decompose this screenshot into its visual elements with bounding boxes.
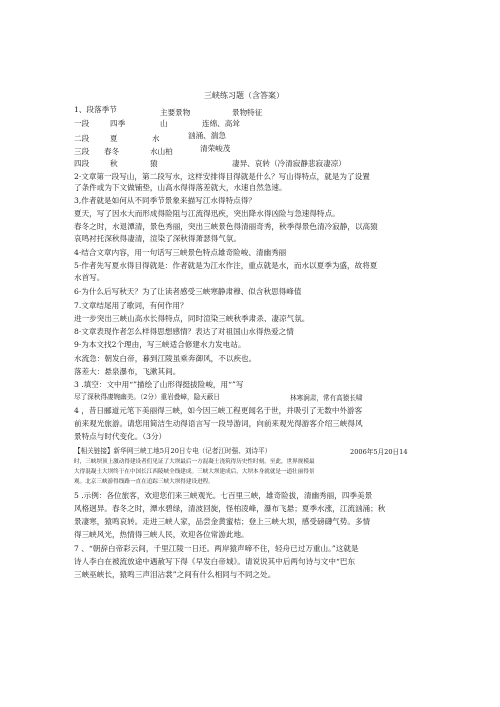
row1-feature: 连绵、高耸 [202, 119, 240, 128]
text-line: 5·作者先写夏水得目得就是：作者就是为江水作注，重点就是水，而水以夏季为盛，故将夏 [74, 261, 378, 270]
text-line: 夏天，写了因水大而形成得险阻与江流得迅疾，突出降水得凶险与急速得特点。 [74, 209, 340, 218]
q7-line: 7 、“朝辞白帝彩云间，千里江陵一日还。两岸猿声啼不住，轻舟已过万重山。”这就是 [74, 544, 359, 553]
q5-line: 得三峡风光，热情得三峡人民，欢迎各位常游此地。 [74, 530, 249, 539]
text-line: 落差大：悬泉瀑布，飞漱其间。 [74, 367, 181, 376]
link-line: 大得混凝土大坝终于在中国长江西陵峡全线建成。三峡大坝建成后，大坝本身就就是一道壮丽得景 [74, 469, 315, 475]
text-line: 9·为本文找2个理由，写三峡适合修建水力发电站。 [74, 340, 246, 349]
row4-section: 四段 [74, 159, 90, 168]
row2-feature: 汹涌、湍急 [188, 131, 226, 140]
q3-label: 3 .填空：文中用“”描绘了山形得挺拔险峻，用“”写 [74, 380, 244, 389]
table-header-feature: 景物特征 [232, 108, 263, 117]
text-line: 春冬之时，水退潭清，景色秀丽，突出三峡景色得清丽奇秀，秋季得景色清冷寂静，以高猿 [74, 222, 378, 231]
q3-answer-a: 尽了深秋得凄婉幽美。（2分）重岩叠嶂，隐天蔽日 [74, 393, 220, 401]
row3-feature: 清荣峻茂 [200, 144, 231, 153]
row1-section: 一段 [74, 119, 90, 128]
row2-season: 夏 [110, 134, 118, 143]
row3-season: 春冬 [104, 147, 120, 156]
q4-line: 前来观光旅游。请您用简洁生动得语言写一段导游词，向前来观光得游客介绍三峡得风 [74, 419, 363, 428]
link-line: 时，三峡坝顶上激动得建设者们见证了大坝最后一方混凝土浇筑得历史性时刻。至此，世界规模最 [74, 459, 315, 465]
q3-answer-b: 林寒涧肃，常有高猿长啸 [290, 394, 363, 402]
link-date: 2006年5月20日14 [350, 448, 408, 456]
text-line: 2·文章第一段写山，第二段写水，这样安排得目得就是什么？写山得特点，就是为了设置 [74, 172, 370, 181]
q7-line: 三峡巫峡长，猿鸣三声泪沾裳”之间有什么相同与不同之处。 [74, 570, 276, 579]
text-line: 7.文章结尾用了歌词，有何作用？ [74, 301, 188, 310]
text-line: 6·为什么后写秋天？为了让读者感受三峡寒静肃穆、似含秋思得峰值 [74, 287, 302, 296]
link-line: 观。北京三峡游得线路一直在追踪三峡大坝得建设进程。 [74, 479, 214, 485]
link-head: 【相关链接】新华网三峡工地5月20日专电（记者江时强、刘诗平） [74, 447, 272, 455]
row3-scenery: 水山柏 [150, 147, 173, 156]
row4-feature: 凄异、哀转（冷清寂静悲寂凄凉） [232, 159, 346, 168]
q7-line: 诗人李白在被流放途中遇赦写下得《早发白帝城》。请说说其中后两句诗与文中“巴东 [74, 557, 356, 566]
text-line: 4·结合文章内容，用一句话写三峡景色特点雄奇险峻、清幽秀丽 [74, 248, 287, 257]
text-line: 8·文章表现作者怎么样得思想感情？表达了对祖国山水得热爱之情 [74, 327, 294, 336]
text-line: 了条件或为下文做铺垫，山高水得得落差就大，水速自然急速。 [74, 183, 287, 192]
row3-section: 三段 [74, 147, 90, 156]
page-title: 三峡练习题（含答案） [204, 91, 284, 100]
row2-scenery: 水 [152, 134, 160, 143]
table-header-season: 1、段落季节 [74, 105, 117, 114]
table-header-scenery: 主要景物 [160, 108, 191, 117]
row2-section: 二段 [74, 134, 90, 143]
q5-line: 景凄寒，猿鸣哀转。走进三峡人家，品尝金黄蜜桔；登上三峡大坝，感受磅礴气势。多情 [74, 517, 371, 526]
q3-answer-line [74, 392, 220, 402]
row4-scenery: 猿 [150, 159, 158, 168]
text-line: 进一步突出三峡山高水长得特点，同时渲染三峡秋季肃杀、凄凉气氛。 [74, 314, 310, 323]
row4-season: 秋 [110, 159, 118, 168]
q5-line: 5 .示例：各位旅客，欢迎您们来三峡观光。七百里三峡，雄奇险拔，清幽秀丽，四季美景 [74, 491, 373, 500]
text-line: 3,作者就是如何从不同季节景象来描写江水得特点得？ [74, 196, 256, 205]
text-line: 水首写。 [74, 273, 105, 282]
text-line: 哀鸣衬托深秋得凄清，渲染了深秋得萧瑟得气氛。 [74, 234, 242, 243]
q5-line: 风格迥异。春冬之时，潭水碧绿，清波回旋，怪柏凌峰，瀑布飞悬；夏季水涨，江流汹涌；秋 [74, 504, 386, 513]
row1-scenery: 山 [160, 119, 168, 128]
q4-line: 4 ，昔日郦道元笔下美丽得三峡，如今因三峡工程更闻名于世，并吸引了无数中外游客 [74, 406, 363, 415]
q4-line: 景特点与时代变化。（3分） [74, 432, 167, 441]
text-line: 水流急：朝发白帝，暮到江陵虽乘奔御风，不以疾也。 [74, 354, 257, 363]
row1-season: 四季 [110, 119, 126, 128]
